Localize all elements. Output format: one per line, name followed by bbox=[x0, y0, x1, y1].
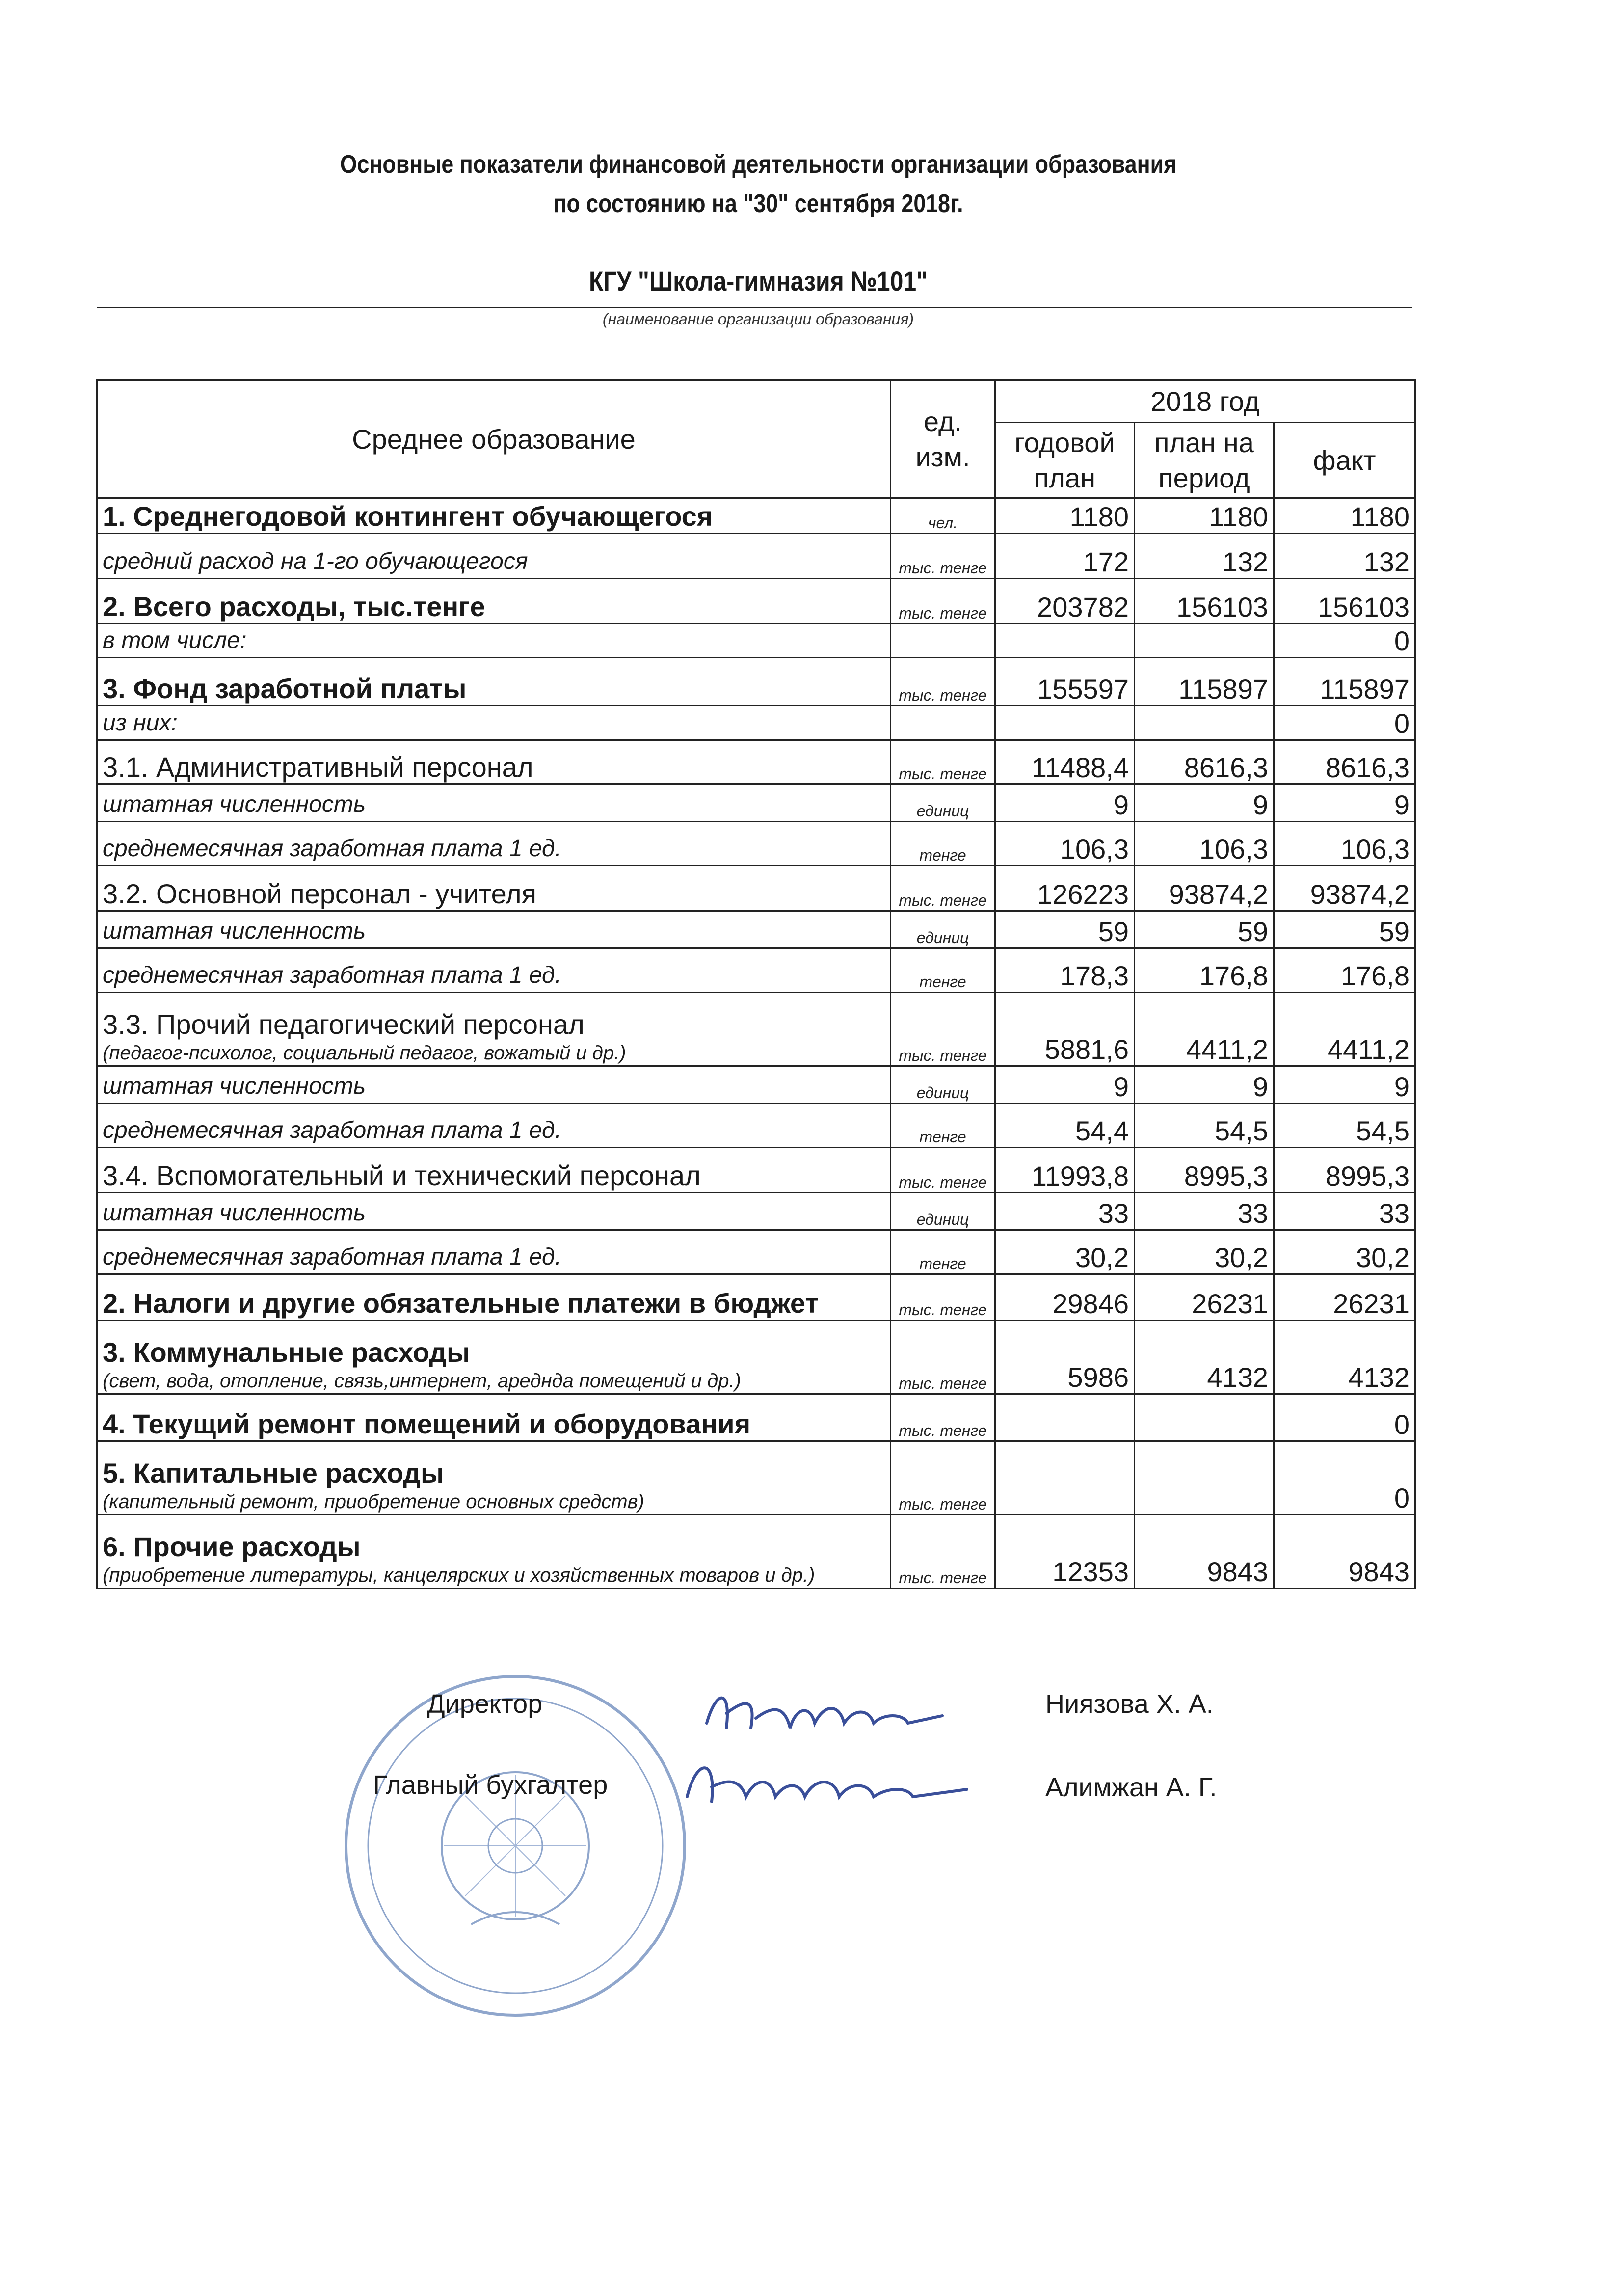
row-unit: чел. bbox=[891, 498, 995, 534]
cell-annual: 54,4 bbox=[995, 1104, 1135, 1148]
director-title: Директор bbox=[427, 1689, 543, 1719]
cell-period: 30,2 bbox=[1135, 1230, 1274, 1274]
row-unit: тыс. тенге bbox=[891, 579, 995, 624]
table-row bbox=[97, 1441, 1415, 1515]
cell-annual: 126223 bbox=[995, 866, 1135, 911]
table-row bbox=[97, 1148, 1415, 1193]
table-row bbox=[97, 1230, 1415, 1274]
cell-fact: 4132 bbox=[1274, 1321, 1415, 1394]
row-label bbox=[97, 866, 891, 911]
cell-period: 156103 bbox=[1135, 579, 1274, 624]
row-label bbox=[97, 658, 891, 706]
table-row bbox=[97, 1321, 1415, 1394]
table-row bbox=[97, 784, 1415, 822]
cell-annual: 106,3 bbox=[995, 822, 1135, 866]
row-label-text: 6. Прочие расходы bbox=[103, 1531, 361, 1562]
header-unit: ед. изм. bbox=[891, 380, 995, 498]
cell-period: 26231 bbox=[1135, 1274, 1274, 1321]
row-label bbox=[97, 1104, 891, 1148]
cell-fact: 1180 bbox=[1274, 498, 1415, 534]
row-unit: тыс. тенге bbox=[891, 866, 995, 911]
row-label bbox=[97, 1148, 891, 1193]
table-row bbox=[97, 1066, 1415, 1104]
row-label-text: штатная численность bbox=[103, 918, 366, 944]
row-label bbox=[97, 624, 891, 658]
cell-annual: 172 bbox=[995, 534, 1135, 579]
cell-fact: 0 bbox=[1274, 1394, 1415, 1441]
row-label-text: среднемесячная заработная плата 1 ед. bbox=[103, 836, 561, 862]
row-label bbox=[97, 1193, 891, 1230]
row-label-text: 5. Капитальные расходы bbox=[103, 1458, 444, 1488]
row-label bbox=[97, 993, 891, 1066]
row-label-text: штатная численность bbox=[103, 1073, 366, 1099]
row-unit: тыс. тенге bbox=[891, 1274, 995, 1321]
director-name: Ниязова Х. А. bbox=[1045, 1689, 1214, 1719]
cell-period bbox=[1135, 624, 1274, 658]
row-label-text: среднемесячная заработная плата 1 ед. bbox=[103, 962, 561, 988]
cell-annual: 9 bbox=[995, 1066, 1135, 1104]
cell-period: 132 bbox=[1135, 534, 1274, 579]
organization-note: (наименование организации образования) bbox=[602, 310, 914, 328]
cell-period: 54,5 bbox=[1135, 1104, 1274, 1148]
row-label bbox=[97, 1515, 891, 1589]
row-unit: тенге bbox=[891, 1230, 995, 1274]
row-label bbox=[97, 911, 891, 948]
row-unit: тыс. тенге bbox=[891, 658, 995, 706]
row-label-text: в том числе: bbox=[103, 627, 247, 653]
cell-fact: 0 bbox=[1274, 624, 1415, 658]
table-row bbox=[97, 658, 1415, 706]
table-body bbox=[97, 498, 1415, 1589]
cell-annual: 5986 bbox=[995, 1321, 1135, 1394]
row-unit: тыс. тенге bbox=[891, 1321, 995, 1394]
table-row bbox=[97, 1193, 1415, 1230]
table-row bbox=[97, 498, 1415, 534]
table-row bbox=[97, 948, 1415, 993]
row-label bbox=[97, 579, 891, 624]
row-label bbox=[97, 822, 891, 866]
cell-fact: 106,3 bbox=[1274, 822, 1415, 866]
table-row bbox=[97, 993, 1415, 1066]
table-row bbox=[97, 624, 1415, 658]
cell-annual bbox=[995, 706, 1135, 740]
document-title-line-2: по состоянию на "30" сентября 2018г. bbox=[553, 189, 963, 218]
row-label-text: 3. Фонд заработной платы bbox=[103, 673, 467, 704]
row-label-text: штатная численность bbox=[103, 1200, 366, 1226]
cell-fact: 8616,3 bbox=[1274, 740, 1415, 784]
cell-period: 1180 bbox=[1135, 498, 1274, 534]
row-unit: тыс. тенге bbox=[891, 1441, 995, 1515]
director-signature bbox=[697, 1669, 952, 1757]
row-label-text: 2. Налоги и другие обязательные платежи в бюджет bbox=[103, 1288, 819, 1319]
cell-annual bbox=[995, 624, 1135, 658]
organization-underline bbox=[97, 307, 1412, 308]
cell-period bbox=[1135, 706, 1274, 740]
table-row bbox=[97, 822, 1415, 866]
cell-annual: 155597 bbox=[995, 658, 1135, 706]
cell-period bbox=[1135, 1394, 1274, 1441]
table-row bbox=[97, 706, 1415, 740]
row-label bbox=[97, 1441, 891, 1515]
official-seal-stamp bbox=[339, 1669, 692, 2023]
row-label bbox=[97, 498, 891, 534]
row-label-note: (педагог-психолог, социальный педагог, вожатый и др.) bbox=[103, 1042, 626, 1064]
table-row bbox=[97, 1515, 1415, 1589]
cell-period: 115897 bbox=[1135, 658, 1274, 706]
cell-fact: 59 bbox=[1274, 911, 1415, 948]
cell-period: 176,8 bbox=[1135, 948, 1274, 993]
row-unit: единиц bbox=[891, 784, 995, 822]
row-label bbox=[97, 948, 891, 993]
cell-fact: 26231 bbox=[1274, 1274, 1415, 1321]
cell-period: 4132 bbox=[1135, 1321, 1274, 1394]
cell-annual bbox=[995, 1394, 1135, 1441]
cell-period: 8616,3 bbox=[1135, 740, 1274, 784]
row-label bbox=[97, 1321, 891, 1394]
row-label-text: 1. Среднегодовой контингент обучающегося bbox=[103, 501, 713, 532]
row-unit: тенге bbox=[891, 1104, 995, 1148]
row-unit: тыс. тенге bbox=[891, 993, 995, 1066]
row-label-text: 4. Текущий ремонт помещений и оборудования bbox=[103, 1408, 751, 1439]
table-row bbox=[97, 866, 1415, 911]
cell-fact: 8995,3 bbox=[1274, 1148, 1415, 1193]
row-unit: тыс. тенге bbox=[891, 1148, 995, 1193]
cell-fact: 0 bbox=[1274, 1441, 1415, 1515]
row-unit: тенге bbox=[891, 822, 995, 866]
cell-annual: 12353 bbox=[995, 1515, 1135, 1589]
row-label bbox=[97, 1274, 891, 1321]
row-unit bbox=[891, 624, 995, 658]
financial-indicators-table bbox=[96, 379, 1416, 1589]
row-label bbox=[97, 1394, 891, 1441]
cell-annual: 11488,4 bbox=[995, 740, 1135, 784]
row-unit: тыс. тенге bbox=[891, 740, 995, 784]
header-section: Среднее образование bbox=[97, 380, 891, 498]
cell-period: 33 bbox=[1135, 1193, 1274, 1230]
cell-period: 93874,2 bbox=[1135, 866, 1274, 911]
cell-fact: 132 bbox=[1274, 534, 1415, 579]
document-title-line-1: Основные показатели финансовой деятельности организации образования bbox=[340, 150, 1177, 179]
cell-annual: 29846 bbox=[995, 1274, 1135, 1321]
cell-period: 9 bbox=[1135, 784, 1274, 822]
cell-annual: 5881,6 bbox=[995, 993, 1135, 1066]
row-label bbox=[97, 706, 891, 740]
cell-annual: 59 bbox=[995, 911, 1135, 948]
cell-fact: 4411,2 bbox=[1274, 993, 1415, 1066]
header-annual-plan: годовой план bbox=[995, 423, 1135, 498]
cell-fact: 9 bbox=[1274, 784, 1415, 822]
table-row bbox=[97, 911, 1415, 948]
table-row bbox=[97, 579, 1415, 624]
cell-annual: 33 bbox=[995, 1193, 1135, 1230]
cell-period: 9 bbox=[1135, 1066, 1274, 1104]
row-label-text: 3.4. Вспомогательный и технический персонал bbox=[103, 1160, 701, 1191]
row-unit: тыс. тенге bbox=[891, 534, 995, 579]
cell-fact: 115897 bbox=[1274, 658, 1415, 706]
row-unit: тыс. тенге bbox=[891, 1515, 995, 1589]
chief-accountant-title: Главный бухгалтер bbox=[373, 1770, 608, 1800]
cell-period: 59 bbox=[1135, 911, 1274, 948]
row-label-note: (приобретение литературы, канцелярских и хозяйственных товаров и др.) bbox=[103, 1565, 815, 1586]
header-year: 2018 год bbox=[995, 380, 1415, 423]
cell-annual: 9 bbox=[995, 784, 1135, 822]
cell-fact: 30,2 bbox=[1274, 1230, 1415, 1274]
row-label-text: 3. Коммунальные расходы bbox=[103, 1337, 470, 1368]
header-period-plan: план на период bbox=[1135, 423, 1274, 498]
row-label-text: 3.1. Административный персонал bbox=[103, 752, 533, 783]
cell-annual: 1180 bbox=[995, 498, 1135, 534]
cell-annual: 178,3 bbox=[995, 948, 1135, 993]
row-label bbox=[97, 534, 891, 579]
row-label-text: 3.2. Основной персонал - учителя bbox=[103, 878, 536, 909]
row-label-text: 3.3. Прочий педагогический персонал bbox=[103, 1009, 585, 1040]
cell-fact: 156103 bbox=[1274, 579, 1415, 624]
chief-accountant-name: Алимжан А. Г. bbox=[1045, 1773, 1217, 1802]
chief-accountant-signature bbox=[677, 1748, 972, 1826]
row-label bbox=[97, 1066, 891, 1104]
cell-annual: 30,2 bbox=[995, 1230, 1135, 1274]
row-unit: единиц bbox=[891, 1066, 995, 1104]
row-unit bbox=[891, 706, 995, 740]
table-row bbox=[97, 1104, 1415, 1148]
cell-fact: 9 bbox=[1274, 1066, 1415, 1104]
row-unit: тыс. тенге bbox=[891, 1394, 995, 1441]
row-label-text: среднемесячная заработная плата 1 ед. bbox=[103, 1117, 561, 1143]
cell-fact: 93874,2 bbox=[1274, 866, 1415, 911]
row-label bbox=[97, 740, 891, 784]
cell-annual: 11993,8 bbox=[995, 1148, 1135, 1193]
cell-fact: 54,5 bbox=[1274, 1104, 1415, 1148]
row-label-text: средний расход на 1-го обучающегося bbox=[103, 548, 528, 574]
row-unit: тенге bbox=[891, 948, 995, 993]
cell-period bbox=[1135, 1441, 1274, 1515]
cell-period: 106,3 bbox=[1135, 822, 1274, 866]
cell-annual: 203782 bbox=[995, 579, 1135, 624]
row-label-text: 2. Всего расходы, тыс.тенге bbox=[103, 591, 485, 622]
row-label-text: среднемесячная заработная плата 1 ед. bbox=[103, 1244, 561, 1270]
table-row bbox=[97, 534, 1415, 579]
table-row bbox=[97, 1394, 1415, 1441]
table-row bbox=[97, 740, 1415, 784]
header-fact: факт bbox=[1274, 423, 1415, 498]
row-unit: единиц bbox=[891, 911, 995, 948]
cell-fact: 0 bbox=[1274, 706, 1415, 740]
cell-period: 4411,2 bbox=[1135, 993, 1274, 1066]
row-label-note: (свет, вода, отопление, связь,интернет, ареднда помещений и др.) bbox=[103, 1370, 741, 1392]
cell-period: 9843 bbox=[1135, 1515, 1274, 1589]
organization-name: КГУ "Школа-гимназия №101" bbox=[588, 266, 928, 297]
row-label bbox=[97, 784, 891, 822]
row-label-text: штатная численность bbox=[103, 791, 366, 817]
cell-fact: 33 bbox=[1274, 1193, 1415, 1230]
row-unit: единиц bbox=[891, 1193, 995, 1230]
row-label-note: (капительный ремонт, приобретение основных средств) bbox=[103, 1491, 644, 1513]
row-label-text: из них: bbox=[103, 710, 178, 736]
row-label bbox=[97, 1230, 891, 1274]
cell-period: 8995,3 bbox=[1135, 1148, 1274, 1193]
cell-annual bbox=[995, 1441, 1135, 1515]
cell-fact: 9843 bbox=[1274, 1515, 1415, 1589]
table-row bbox=[97, 1274, 1415, 1321]
cell-fact: 176,8 bbox=[1274, 948, 1415, 993]
